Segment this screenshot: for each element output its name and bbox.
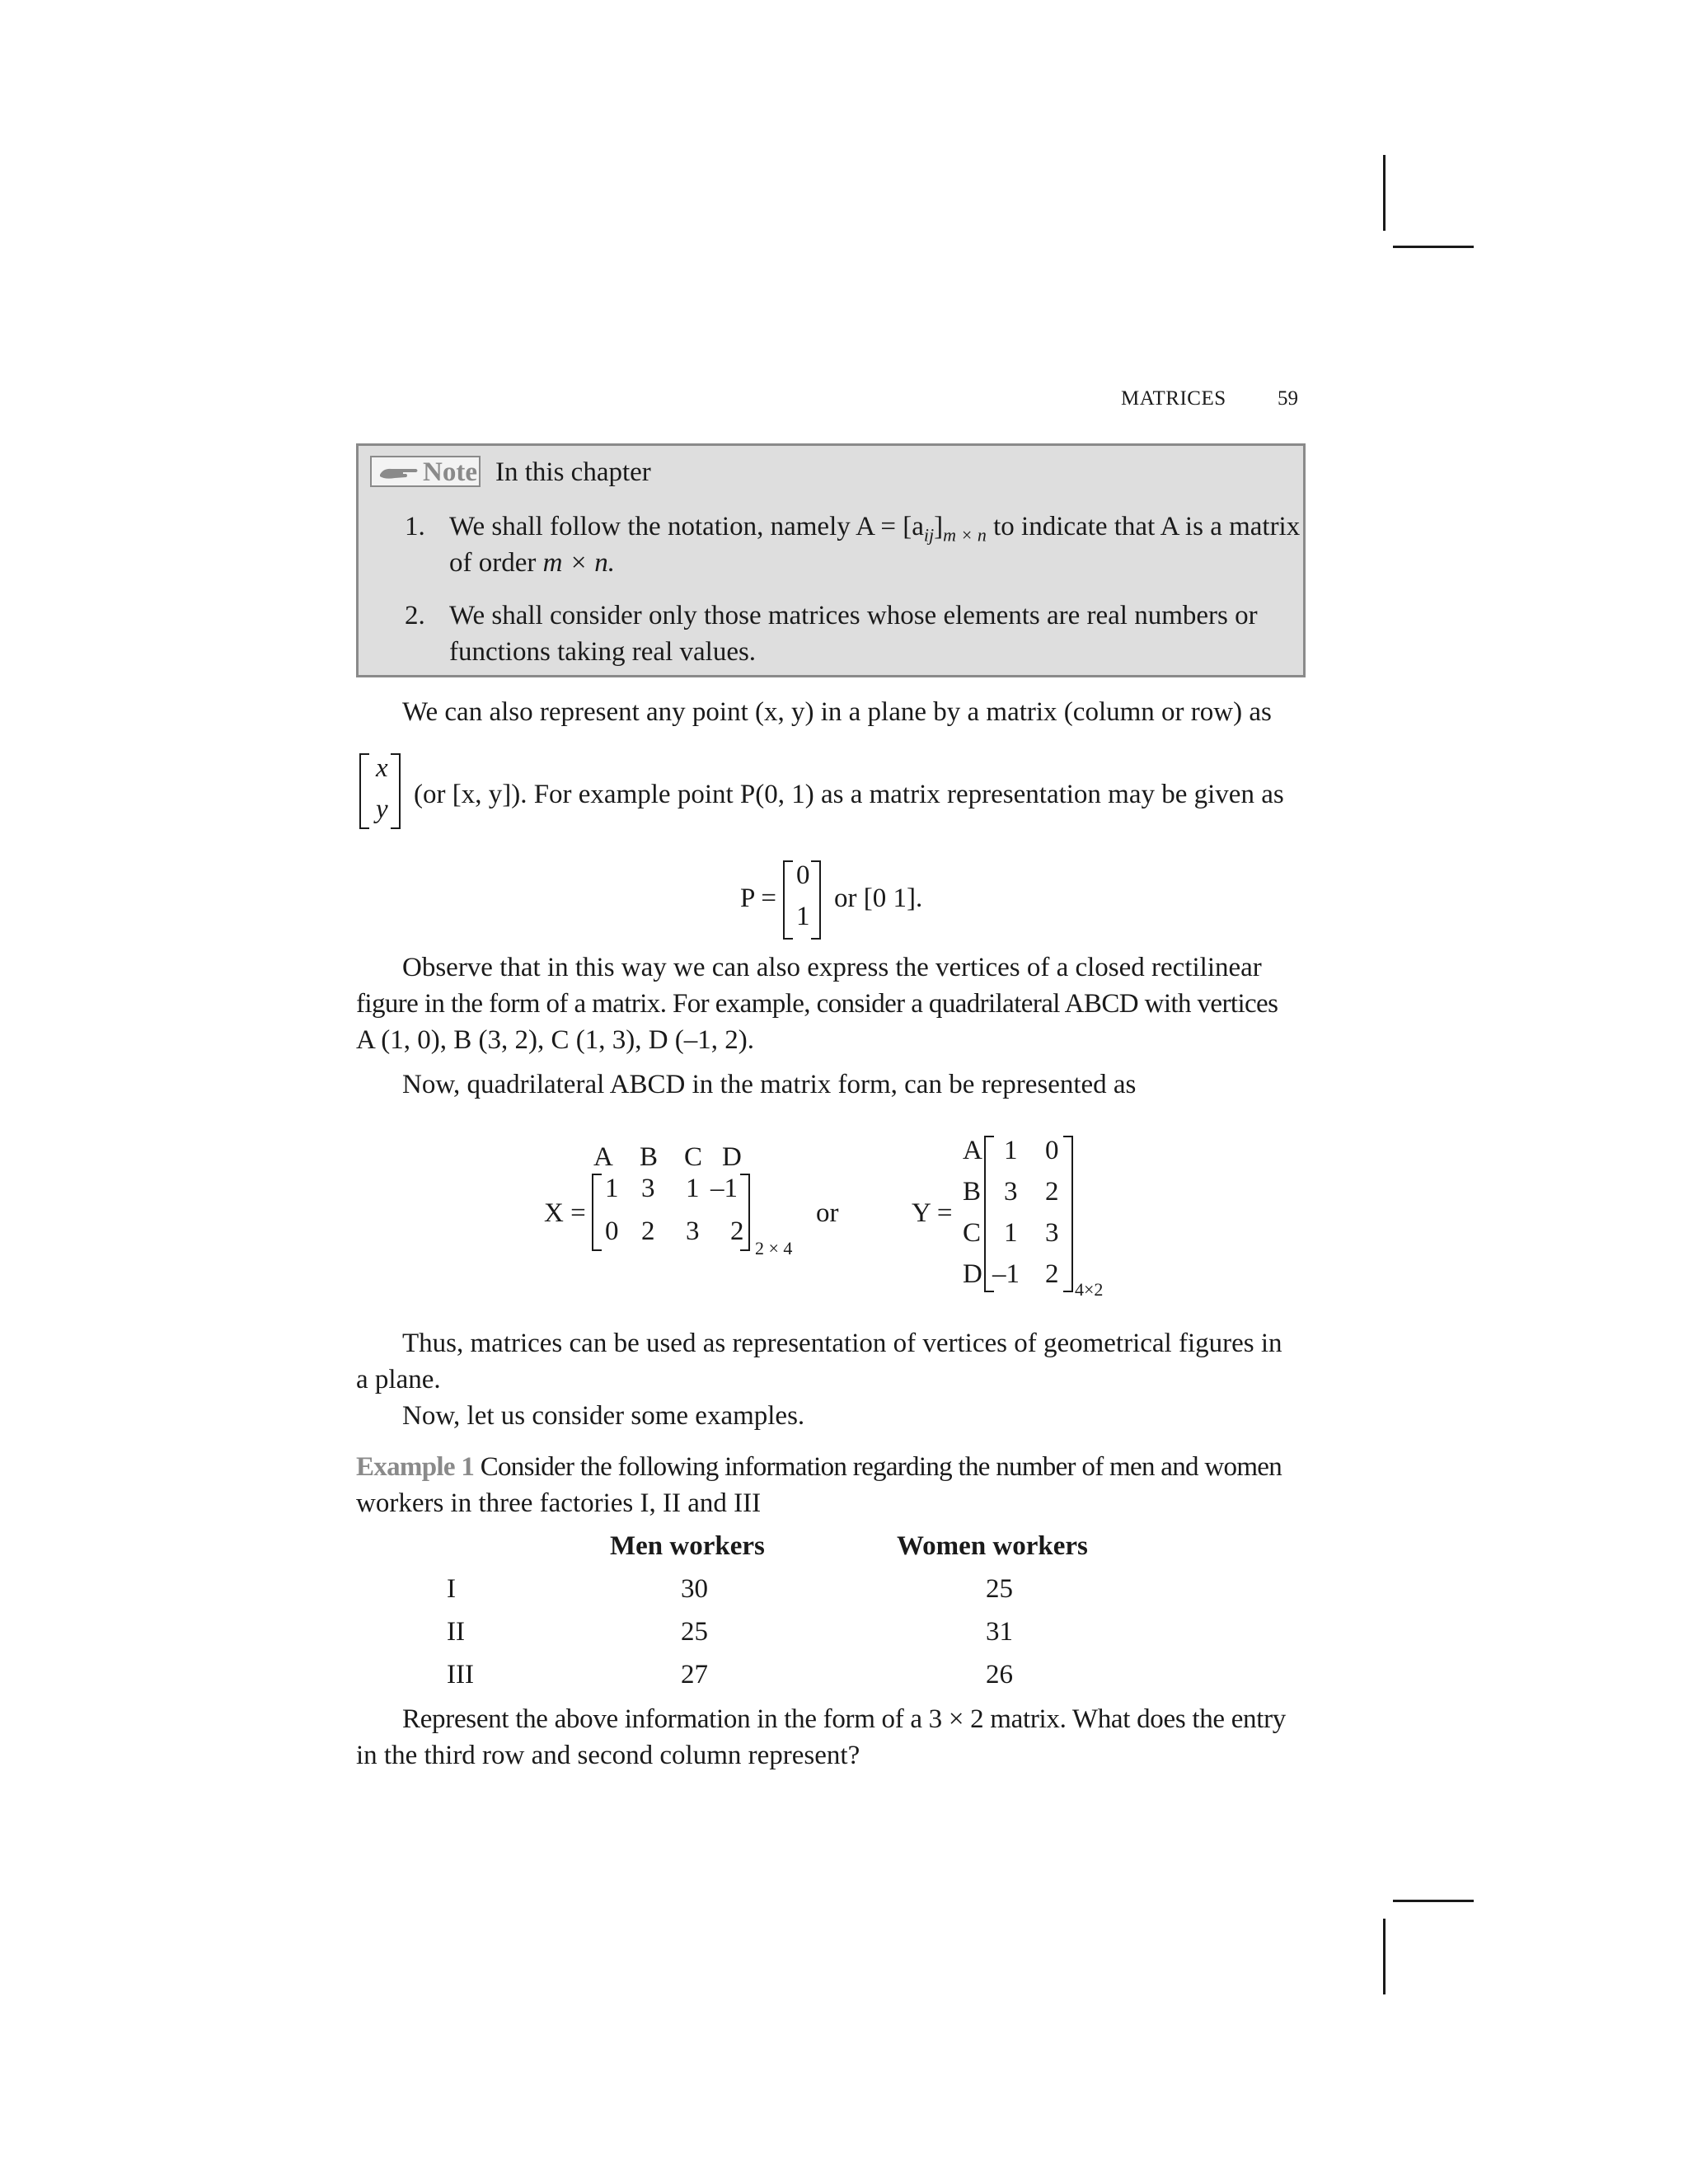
matrix-y-cell: 3 — [1045, 1218, 1059, 1248]
page-number: 59 — [1278, 387, 1298, 410]
paragraph-summary-line-1: Thus, matrices can be used as representation of vertices of geometrical figures in — [402, 1329, 1282, 1358]
matrix-x-cell: 2 — [641, 1216, 655, 1246]
example-1-label: Example 1 — [356, 1452, 475, 1482]
note-item-1-line-2: of order m × n. — [449, 548, 615, 578]
matrix-y-cell: –1 — [992, 1259, 1020, 1289]
matrix-x-col-label: B — [640, 1142, 659, 1172]
matrix-x-cell: 2 — [730, 1216, 744, 1246]
note-item-2-line-2: functions taking real values. — [449, 637, 757, 667]
table-row-men: 27 — [681, 1660, 708, 1690]
matrix-y-row-label: B — [963, 1177, 982, 1207]
crop-mark-top-horizontal — [1393, 246, 1474, 248]
table-row-women: 25 — [986, 1574, 1013, 1604]
column-matrix-right-bracket — [391, 753, 401, 829]
table-row-factory: III — [447, 1660, 474, 1690]
matrix-x-cell: 3 — [641, 1174, 655, 1203]
example-1-line-1: Example 1 Consider the following information regarding the number of men and women — [356, 1452, 1282, 1482]
equation-p-lhs: P = — [740, 883, 776, 913]
example-1-line-2: workers in three factories I, II and III — [356, 1488, 762, 1518]
matrix-x-col-label: C — [684, 1142, 703, 1172]
equation-p-bottom: 1 — [796, 902, 810, 931]
column-matrix-y: y — [376, 794, 388, 824]
matrix-y-cell: 2 — [1045, 1259, 1059, 1289]
note-label: Note — [423, 457, 477, 487]
table-row-women: 31 — [986, 1617, 1013, 1647]
note-box — [356, 443, 1306, 677]
crop-mark-bottom-horizontal — [1393, 1900, 1474, 1902]
matrix-y-row-label: C — [963, 1218, 982, 1248]
matrix-y-cell: 1 — [1004, 1218, 1018, 1248]
paragraph-point-line-2: (or [x, y]). For example point P(0, 1) as a matrix representation may be given as — [414, 780, 1284, 809]
paragraph-summary-line-3: Now, let us consider some examples. — [402, 1401, 805, 1431]
paragraph-point-line-1: We can also represent any point (x, y) in a plane by a matrix (column or row) as — [402, 697, 1272, 727]
crop-mark-bottom-vertical — [1383, 1919, 1386, 1994]
matrix-x-left-bracket — [592, 1174, 602, 1251]
matrix-x-cell: 1 — [686, 1174, 700, 1203]
matrix-x-lhs: X = — [544, 1198, 586, 1228]
matrix-x-cell: 3 — [686, 1216, 700, 1246]
table-header-women: Women workers — [897, 1531, 1088, 1561]
paragraph-quad-line-3: A (1, 0), B (3, 2), C (1, 3), D (–1, 2). — [356, 1025, 755, 1055]
matrix-x-order: 2 × 4 — [755, 1238, 793, 1258]
pointing-hand-icon — [378, 465, 420, 481]
table-row-women: 26 — [986, 1660, 1013, 1690]
paragraph-quad-line-4: Now, quadrilateral ABCD in the matrix form, can be represented as — [402, 1070, 1137, 1099]
table-row-factory: I — [447, 1574, 456, 1604]
table-row-factory: II — [447, 1617, 465, 1647]
table-row-men: 25 — [681, 1617, 708, 1647]
matrix-y-cell: 2 — [1045, 1177, 1059, 1207]
matrix-y-row-label: D — [963, 1259, 982, 1289]
running-header-title: MATRICES — [1121, 387, 1226, 410]
paragraph-quad-line-2: figure in the form of a matrix. For example, consider a quadrilateral ABCD with vertices — [356, 989, 1278, 1019]
matrix-x-cell: –1 — [710, 1174, 738, 1203]
table-header-men: Men workers — [610, 1531, 765, 1561]
matrix-y-cell: 1 — [1004, 1136, 1018, 1165]
matrix-y-right-bracket — [1063, 1136, 1073, 1292]
column-matrix-left-bracket — [359, 753, 369, 829]
matrix-x-cell: 1 — [605, 1174, 619, 1203]
note-item-1-number: 1. — [405, 512, 425, 541]
paragraph-quad-line-1: Observe that in this way we can also express the vertices of a closed rectilinear — [402, 953, 1262, 982]
column-matrix-x: x — [376, 753, 388, 783]
example-1-question-line-1: Represent the above information in the form of a 3 × 2 matrix. What does the entry — [402, 1704, 1287, 1734]
matrix-y-row-label: A — [963, 1136, 982, 1165]
note-intro: In this chapter — [495, 457, 651, 487]
equation-p-rhs: or [0 1]. — [834, 883, 923, 913]
note-item-2-line-1: We shall consider only those matrices whose elements are real numbers or — [449, 601, 1258, 630]
matrix-x-cell: 0 — [605, 1216, 619, 1246]
note-item-1-line-1: We shall follow the notation, namely $A = [a_{ij}]_{m \times n}$ to indicate that A is a matrix — [449, 512, 1301, 546]
table-row-men: 30 — [681, 1574, 708, 1604]
matrix-y-order: 4×2 — [1075, 1279, 1104, 1300]
matrix-y-cell: 3 — [1004, 1177, 1018, 1207]
equation-p-left-bracket — [783, 860, 793, 940]
crop-mark-top-vertical — [1383, 155, 1386, 231]
note-item-2-number: 2. — [405, 601, 425, 630]
note-badge — [370, 456, 481, 487]
equation-p-top: 0 — [796, 860, 810, 890]
example-1-question-line-2: in the third row and second column represent? — [356, 1741, 860, 1770]
paragraph-summary-line-2: a plane. — [356, 1365, 441, 1394]
matrix-x-col-label: A — [593, 1142, 613, 1172]
equation-p-right-bracket — [811, 860, 821, 940]
matrix-x-right-bracket — [740, 1174, 750, 1251]
matrix-y-lhs: Y = — [912, 1198, 953, 1228]
matrix-x-col-label: D — [722, 1142, 742, 1172]
or-connector: or — [816, 1198, 839, 1228]
matrix-y-cell: 0 — [1045, 1136, 1059, 1165]
